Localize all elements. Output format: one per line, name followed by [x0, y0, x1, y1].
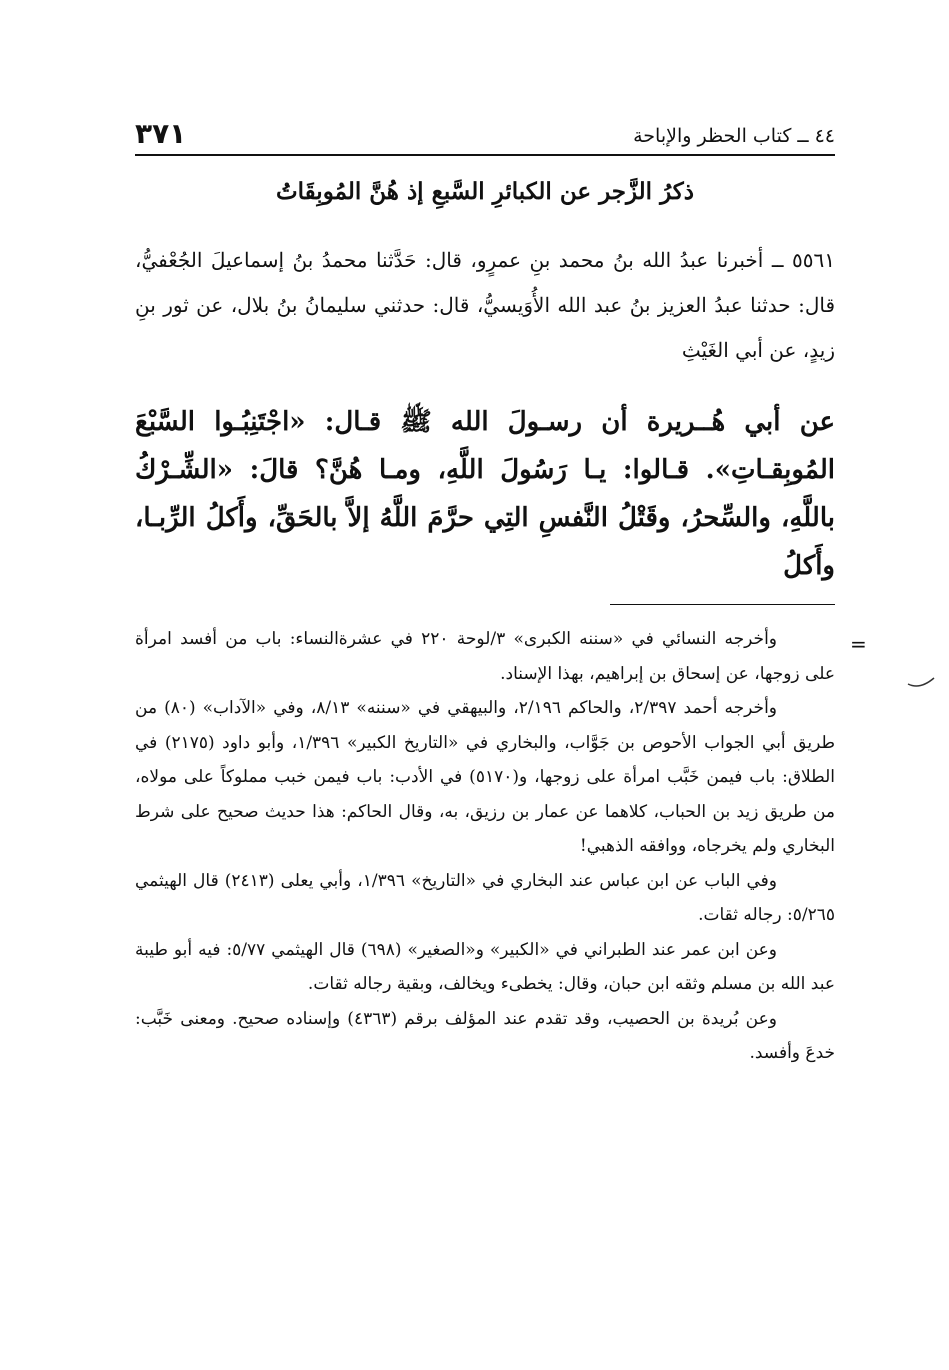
page-number: ٣٧١: [135, 117, 187, 150]
running-head: ٤٤ ــ كتاب الحظر والإباحة: [633, 125, 835, 147]
page-header: [135, 110, 835, 150]
hadith-matn: [135, 398, 835, 590]
header-rule: [135, 154, 835, 156]
isnad-text: ٥٥٦١ ــ أخبرنا عبدُ الله بنُ محمد بنِ عمرٍو، قال: حَدَّثنا محمدُ بنُ إسماعيلَ الجُعْفيُّ، قال: حدثنا عبدُ العزيز بنُ عبد الله الأُوَيسيُّ، قال: حدثني سليمانُ بنُ بلال، عن ثور بنِ زيدٍ، عن أبي الغَيْثِ: [135, 248, 835, 362]
chapter-title: ذكرُ الزَّجر عن الكبائرِ السَّبعِ إذ هُنَّ المُوبِقَاتُ: [276, 178, 694, 205]
footnote-paragraph: وأخرجه أحمد ٢/٣٩٧، والحاكم ٢/١٩٦، والبيهقي في «سننه» ٨/١٣، وفي «الآداب» (٨٠) من طريق أبي الجواب الأحوص بن جَوَّاب، والبخاري في «التاريخ الكبير» ١/٣٩٦، وأبو داود (٢١٧٥) في الطلاق: باب فيمن خَبَّب امرأة على زوجها، و(٥١٧٠) في الأدب: باب فيمن خبب مملوكاً على مولاه، من طريق زيد بن الحباب، كلاهما عن عمار بن رزيق، به، وقال الحاكم: هذا حديث صحيح على شرط البخاري ولم يخرجاه، ووافقه الذهبي!: [135, 698, 836, 856]
matn-text: عن أبي هُــريرة أن رسـولَ الله ﷺ قـال: «اجْتَنِبُـوا السَّبْعَ المُوبِقـاتِ». قـالوا: يـا رَسُولَ اللَّهِ، ومـا هُنَّ؟ قالَ: «الشِّـرْكُ باللَّهِ، والسِّحرُ، وقَتْلُ النَّفسِ التِي حرَّمَ اللَّهُ إلاَّ بالحَقِّ، وأَكلُ الرِّبـا، وأَكلُ: [135, 407, 835, 581]
footnote-paragraph: وعن ابن عمر عند الطبراني في «الكبير» و«الصغير» (٦٩٨) قال الهيثمي ٥/٧٧: فيه أبو طيبة عبد الله بن مسلم وثقه ابن حبان، وقال: يخطىء ويخالف، وبقية رجاله ثقات.: [135, 939, 835, 994]
footnotes: [135, 622, 835, 1071]
footnote-paragraph: وعن بُريدة بن الحصيب، وقد تقدم عند المؤلف برقم (٤٣٦٣) وإسناده صحيح. ومعنى خَبَّب: خدعَ وأفسد.: [135, 1008, 835, 1063]
footnote-paragraph: وأخرجه النسائي في «سننه الكبرى» ٣/لوحة ٢٢٠ في عشرةالنساء: باب من أفسد امرأة على زوجها، عن إسحاق بن إبراهيم، بهذا الإسناد.: [135, 629, 835, 684]
footnote-paragraph: وفي الباب عن ابن عباس عند البخاري في «التاريخ» ١/٣٩٦، وأبي يعلى (٢٤١٣) قال الهيثمي ٥/٢٦٥: رجاله ثقات.: [135, 870, 835, 925]
footnote-rule: [610, 604, 835, 605]
margin-swash-icon: [906, 670, 936, 690]
margin-mark: =: [850, 632, 867, 656]
hadith-isnad: [135, 238, 835, 373]
